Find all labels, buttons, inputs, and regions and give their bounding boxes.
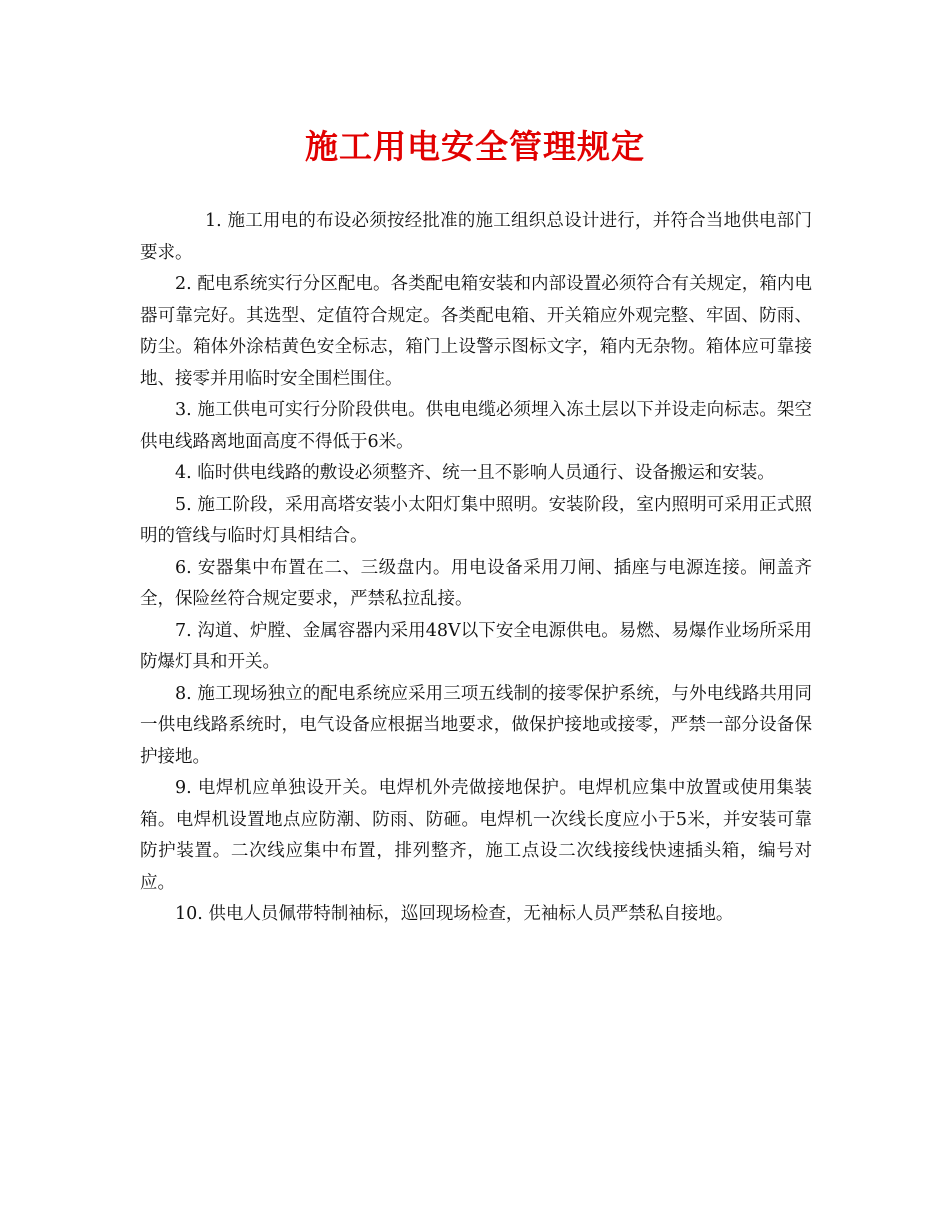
paragraph-3: 3. 施工供电可实行分阶段供电。供电电缆必须埋入冻土层以下并设走向标志。架空供电线路离地面高度不得低于6米。 <box>140 400 812 452</box>
paragraph-4: 4. 临时供电线路的敷设必须整齐、统一且不影响人员通行、设备搬运和安装。 <box>175 463 775 483</box>
paragraph-7: 7. 沟道、炉膛、金属容器内采用48V以下安全电源供电。易燃、易爆作业场所采用防爆灯具和开关。 <box>140 620 812 672</box>
document-title: 施工用电安全管理规定 <box>305 127 645 166</box>
paragraph-2: 2. 配电系统实行分区配电。各类配电箱安装和内部设置必须符合有关规定，箱内电器可靠完好。其选型、定值符合规定。各类配电箱、开关箱应外观完整、牢固、防雨、防尘。箱体外涂桔黄色安全标志，箱门上设警示图标文字，箱内无杂物。箱体应可靠接地、接零并用临时安全围栏围住。 <box>140 274 812 389</box>
paragraph-5: 5. 施工阶段，采用高塔安装小太阳灯集中照明。安装阶段，室内照明可采用正式照明的管线与临时灯具相结合。 <box>140 494 812 546</box>
paragraph-9: 9. 电焊机应单独设开关。电焊机外壳做接地保护。电焊机应集中放置或使用集装箱。电焊机设置地点应防潮、防雨、防砸。电焊机一次线长度应小于5米，并安装可靠防护装置。二次线应集中布置，排列整齐，施工点设二次线接线快速插头箱，编号对应。 <box>140 778 812 893</box>
paragraph-8: 8. 施工现场独立的配电系统应采用三项五线制的接零保护系统，与外电线路共用同一供电线路系统时，电气设备应根据当地要求，做保护接地或接零，严禁一部分设备保护接地。 <box>140 683 812 767</box>
document-body <box>140 206 812 931</box>
paragraph-1: 1. 施工用电的布设必须按经批准的施工组织总设计进行，并符合当地供电部门要求。 <box>140 211 812 263</box>
paragraph-10: 10. 供电人员佩带特制袖标，巡回现场检查，无袖标人员严禁私自接地。 <box>175 904 734 924</box>
paragraph-6: 6. 安器集中布置在二、三级盘内。用电设备采用刀闸、插座与电源连接。闸盖齐全，保险丝符合规定要求，严禁私拉乱接。 <box>140 557 812 609</box>
